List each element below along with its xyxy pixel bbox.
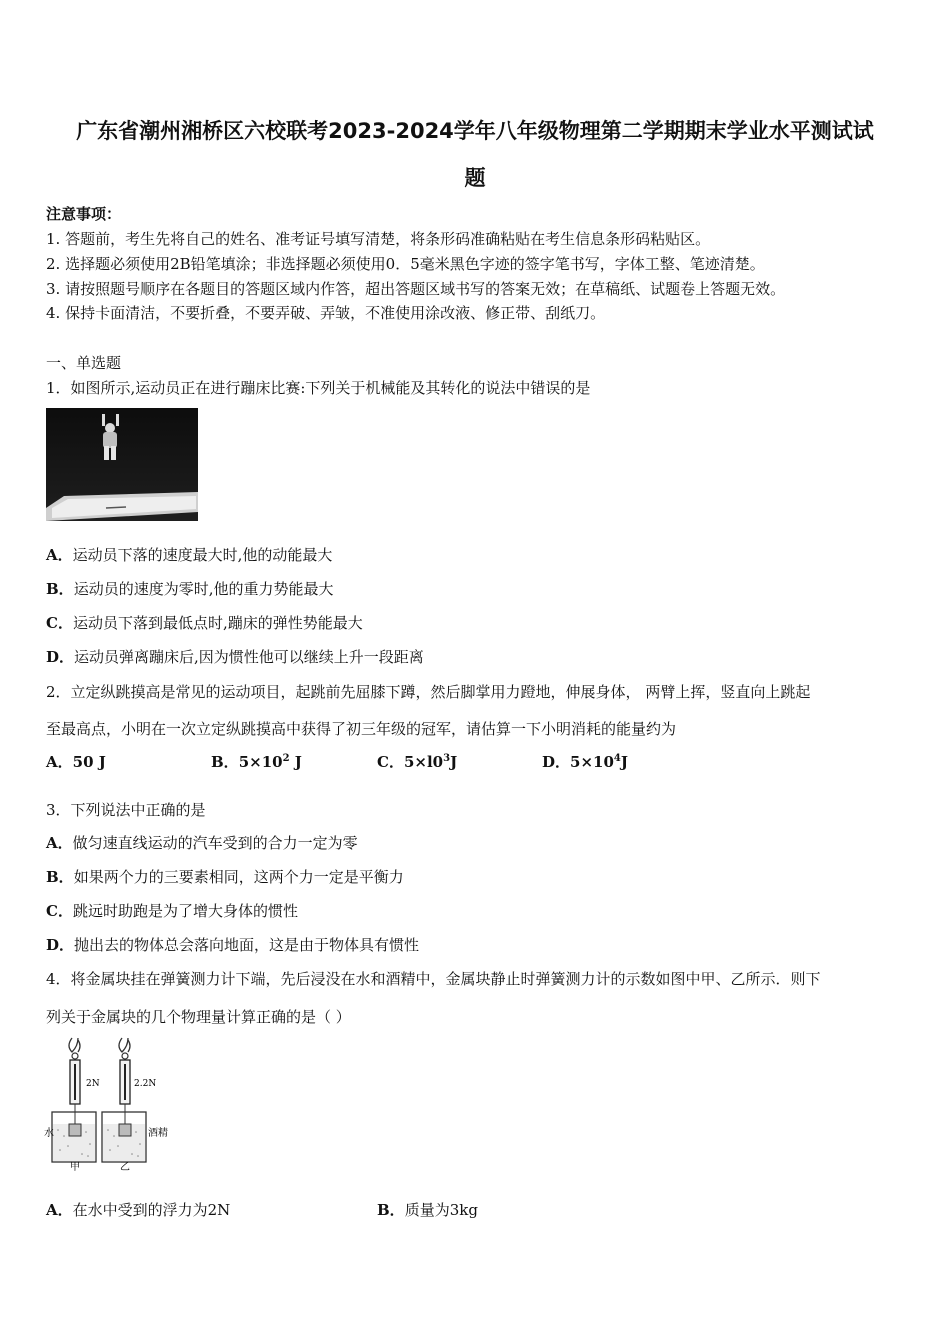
page-title: 广东省潮州湘桥区六校联考2023-2024学年八年级物理第二学期期末学业水平测试试: [76, 119, 874, 143]
spring-scale-figure: [44, 1036, 176, 1172]
section-heading: 一、单选题: [46, 354, 122, 372]
liquid-left-label: 水: [44, 1128, 54, 1139]
question-1-option-c: C．运动员下落到最低点时,蹦床的弹性势能最大: [46, 614, 363, 632]
liquid-right-label: 酒精: [148, 1128, 168, 1139]
question-4-option-b: B．质量为3kg: [377, 1201, 478, 1219]
question-1-option-b: B．运动员的速度为零时,他的重力势能最大: [46, 580, 334, 598]
question-1-stem: 1．如图所示,运动员正在进行蹦床比赛:下列关于机械能及其转化的说法中错误的是: [46, 379, 591, 397]
question-3-option-c: C．跳远时助跑是为了增大身体的惯性: [46, 902, 298, 920]
notice-item-2: 2. 选择题必须使用2B铅笔填涂；非选择题必须使用0．5毫米黑色字迹的签字笔书写，字体工整、笔迹清楚。: [46, 255, 765, 273]
reading-left-label: 2N: [86, 1079, 100, 1089]
notice-item-3: 3. 请按照题号顺序在各题目的答题区域内作答，超出答题区域书写的答案无效；在草稿纸、试题卷上答题无效。: [46, 280, 786, 298]
figure-label-left: 甲: [70, 1162, 80, 1172]
question-3-option-b: B．如果两个力的三要素相同，这两个力一定是平衡力: [46, 868, 404, 886]
notice-item-4: 4. 保持卡面清洁，不要折叠，不要弄破、弄皱，不准使用涂改液、修正带、刮纸刀。: [46, 304, 606, 322]
notice-heading: 注意事项：: [46, 205, 122, 223]
notice-item-1: 1. 答题前，考生先将自己的姓名、准考证号填写清楚，将条形码准确粘贴在考生信息条形码粘贴区。: [46, 230, 711, 248]
question-4-stem-line-2: 列关于金属块的几个物理量计算正确的是（ ）: [46, 1008, 351, 1026]
question-2-option-a: A．50 J: [46, 753, 106, 771]
question-2-stem-line-2: 至最高点，小明在一次立定纵跳摸高中获得了初三年级的冠军，请估算一下小明消耗的能量约为: [46, 720, 677, 738]
spring-scale-right: [102, 1038, 146, 1162]
question-4-option-a: A．在水中受到的浮力为2N: [46, 1201, 231, 1219]
question-2-option-d: D．$5\times 10^4J$: [542, 753, 628, 771]
trampoline-photo: [46, 408, 198, 521]
page-title-continued: 题: [464, 166, 486, 190]
reading-right-label: 2.2N: [134, 1079, 157, 1089]
spring-scale-left: [52, 1038, 96, 1162]
question-2-option-c: C．$5\times l0^3J$: [377, 753, 458, 771]
question-3-stem: 3．下列说法中正确的是: [46, 801, 206, 819]
question-3-option-d: D．抛出去的物体总会落向地面，这是由于物体具有惯性: [46, 936, 420, 954]
question-3-option-a: A．做匀速直线运动的汽车受到的合力一定为零: [46, 834, 358, 852]
question-1-option-d: D．运动员弹离蹦床后,因为惯性他可以继续上升一段距离: [46, 648, 424, 666]
question-1-option-a: A．运动员下落的速度最大时,他的动能最大: [46, 546, 333, 564]
question-2-stem-line-1: 2．立定纵跳摸高是常见的运动项目，起跳前先屈膝下蹲，然后脚掌用力蹬地，伸展身体， 两臂上挥，竖直向上跳起: [46, 683, 811, 701]
question-4-stem-line-1: 4．将金属块挂在弹簧测力计下端，先后浸没在水和酒精中，金属块静止时弹簧测力计的示数如图中甲、乙所示．则下: [46, 970, 821, 988]
question-2-option-b: B．$5\times 10^2$ J: [211, 753, 302, 771]
figure-label-right: 乙: [120, 1162, 130, 1172]
